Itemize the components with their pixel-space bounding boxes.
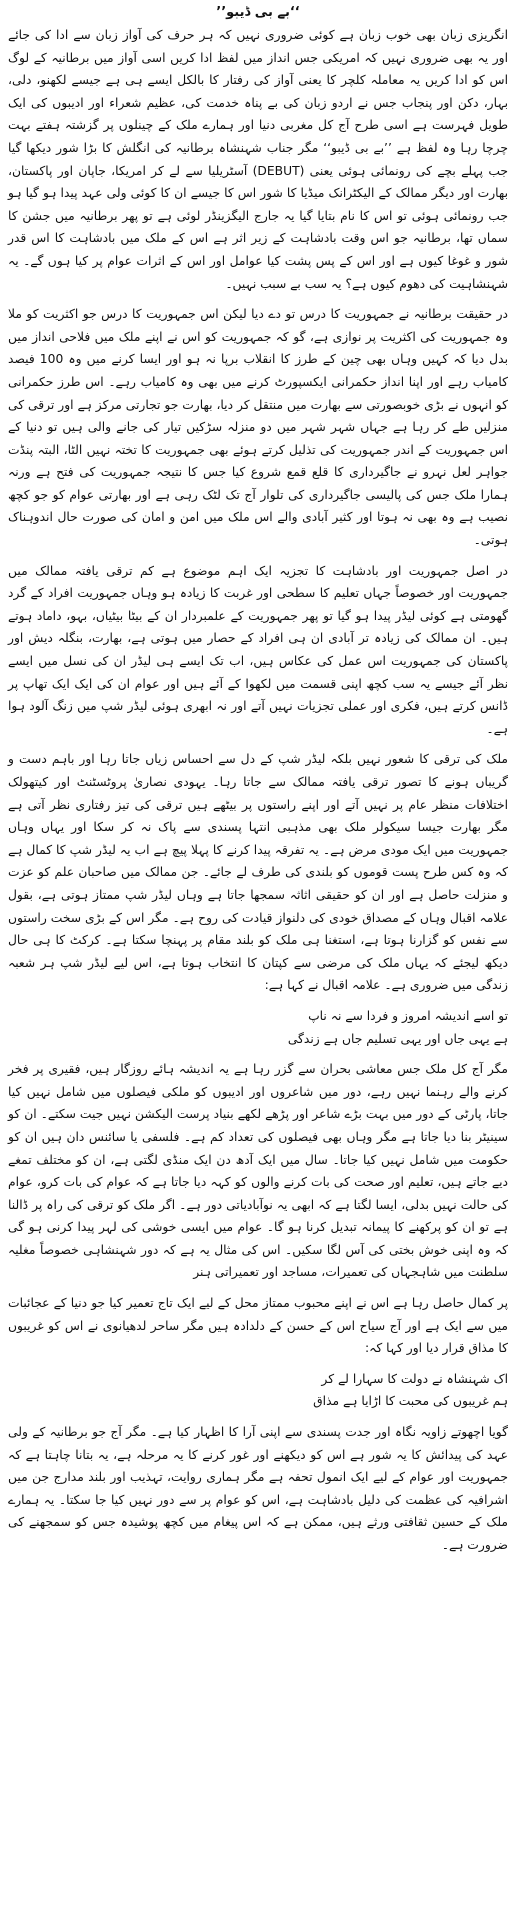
paragraph-6: پر کمال حاصل رہا ہے اس نے اپنے محبوب ممتاز محل کے لیے ایک تاج تعمیر کیا جو دنیا کے عجائبات میں سے ایک ہے اور آج سیاح اس کے حسن کے دلدادہ ہیں مگر ساحر لدھیانوی نے اس کو غریبوں کا مذاق قرار دیا اور کہا کہ: (8, 1296, 508, 1356)
paragraph-1: انگریزی زبان بھی خوب زبان ہے کوئی ضروری نہیں کہ ہر حرف کی آواز زبان سے ادا کی جائے اور یہ بھی ضروری نہیں کہ امریکی جس انداز میں لفظ ادا کریں اسی آواز میں برطانیہ کے لوگ اس کو ادا کریں یہ معاملہ کلچر کا یعنی آواز کی رفتار کا بالکل ایسے ہی ہے جیسے لکھنو، دلی، بہار، دکن اور پنجاب جس نے اردو زبان کی بے پناہ خدمت کی، عظیم شعراء اور ادیبوں کی ایک طویل فہرست ہے اسی طرح آج کل مغربی دنیا اور ہمارے ملک کے چینلوں پر گزشتہ ہفتے بہت چرچا رہا وہ لفظ ہے ’’بے بی ڈیبو‘‘ مگر جناب شہنشاہ برطانیہ کی انگلش کا بڑا شور دیکھا گیا جب پہلے بچے کی رونمائی ہوئی یعنی (DEBUT) آسٹریلیا سے لے کر امریکا، جاپان اور پاکستان، بھارت اور دیگر ممالک کے الیکٹرانک میڈیا کا شور اس کا جیسے ان کا کوئی ولی عہد پیدا ہو گیا ہو جب رونمائی ہوئی تو اس کا نام بتایا گیا یہ جارج الیگزینڈر لوئی ہے تو پھر برطانیہ میں جشن کا سماں تھا، برطانیہ جو اس وقت بادشاہت کے زیر اثر ہے اس کے ملک میں بادشاہت کا اس قدر شور و غوغا کیوں ہے اور اس کے پس پشت کیا عوامل اور اس کے اثرات عوام پر کیا ہوں گے۔ یہ شہنشاہیت کی دھوم کیوں ہے؟ یہ سب بے سبب نہیں۔ (8, 28, 509, 291)
paragraph-3: در اصل جمہوریت اور بادشاہت کا تجزیہ ایک اہم موضوع ہے کم ترقی یافتہ ممالک میں جمہوریت اور خصوصاً جہاں تعلیم کا سطحی اور غربت کا زیادہ ہو وہاں جمہوریت افراد کے گرد گھومتی ہے کوئی لیڈر پیدا ہو گیا تو پھر جمہوریت کے علمبردار ان کے بیٹا بیٹیاں، بہو، داماد ہوتے ہیں۔ ان ممالک کی زیادہ تر آبادی ان ہی افراد کے حصار میں ہوتی ہے، بھارت، بنگلہ دیش اور پاکستان کی جمہوریت اس عمل کی عکاس ہیں، اب تک ایسے ہی لیڈر ان کی نسل میں ایسے نظر آئے جیسے یہ سب کچھ اپنی قسمت میں لکھوا کے آئے ہیں اور عوام ان کی ایک ایک تھاپ پر ڈانس کرتے ہیں، فکری اور عملی تجزیات نہیں آتے اور نہ ابھری ہوئی لیڈر شپ میں زنگ آلود ہوا ہے۔ (8, 563, 508, 736)
verse-2-line-2: ہم غریبوں کی محبت کا اڑایا ہے مذاق (313, 1394, 508, 1409)
verse-1 (8, 1005, 508, 1050)
paragraph-7: گویا اچھوتے زاویہ نگاہ اور جدت پسندی سے اپنی آرا کا اظہار کیا ہے۔ مگر آج جو برطانیہ کے ولی عہد کی پیدائش کا یہ شور ہے اس کو دیکھنے اور غور کرنے کا یہ مرحلہ ہے، یہ بتانا چاہتا ہے کہ جمہوریت اور عوام کے لیے ایک انمول تحفہ ہے مگر ہماری روایت، تہذیب اور بلند مدارج جن میں اشرافیہ کی عظمت کی دلیل بادشاہت ہے، اس کو عوام پر سے دور نہیں کیا جا سکتا۔ یہ ہمارے ملک کے حسین ثقافتی ورثے ہیں، ممکن ہے کہ اس پیغام میں کچھ پوشیدہ جس کو سمجھنے کی ضرورت ہے۔ (8, 1425, 508, 1552)
article-body (8, 24, 508, 1557)
paragraph-5: مگر آج کل ملک جس معاشی بحران سے گزر رہا ہے یہ اندیشہ ہائے روزگار ہیں، فقیری پر فخر کرنے والے رہنما نہیں رہے، دور میں شاعروں اور ادیبوں کو ملکی فیصلوں میں شامل نہیں کیا جاتا، پارٹی کے دور میں بہت بڑے شاعر اور پڑھے لکھے بنیاد پرست الیکشن نہیں جیت سکتے۔ ان کو سینیٹر بنا دیا جاتا ہے مگر وہاں بھی فیصلوں کی تعداد کم ہے۔ فلسفی یا سائنس دان ہیں ان کو حکومت میں شامل نہیں کیا جاتا۔ سال میں ایک آدھ دن ایک منڈی لگتی ہے، ان کو مختلف تمغے دیے جاتے ہیں، تعلیم اور صحت کی بات کرنے والوں کو کہہ دیا جاتا ہے کہ عوام کی بات کرو، عوام کی حالت نہیں بدلی، ایسا لگتا ہے کہ ابھی یہ نوآبادیاتی دور ہے۔ اگر ملک کو ترقی کی راہ پر ڈالنا ہے تو ان کو پرکھنے کا پیمانہ تبدیل کرنا ہو گا۔ عوام میں ایسی خوشی کی لہر پیدا کرنی ہو گی کہ وہ اپنی خوش بختی کی آس لگا سکیں۔ اس کی مثال یہ ہے کہ دور شہنشاہی خصوصاً مغلیہ سلطنت میں شاہجہاں کی تعمیرات، مساجد اور تعمیراتی ہنر (8, 1062, 508, 1280)
verse-2 (8, 1368, 508, 1413)
paragraph-2: در حقیقت برطانیہ نے جمہوریت کا درس تو دے دیا لیکن اس جمہوریت کا درس جو اکثریت کو ملا وہ جمہوریت کی اکثریت پر نوازی ہے، گو کہ جمہوریت کو اس نے اپنے ملک میں فلاحی انداز میں بدل دیا کہ کہیں وہاں بھی چین کے طرز کا انقلاب برپا نہ ہو اور ایسا کرنے میں وہ 100 فیصد کامیاب رہے اور اپنا انداز حکمرانی ایکسپورٹ کرنے میں بھی وہ کامیاب رہے۔ اس طرز حکمرانی کو انہوں نے بڑی خوبصورتی سے بھارت میں منتقل کر دیا، بھارت جو تجارتی مرکز ہے اور ترقی کی منزلیں طے کر رہا ہے جہاں شہر شہر میں دو منزلہ سڑکیں تیار کی جانے والی ہیں تو دنیا کے اس جمہوریت کے اندر جمہوریت کی تذلیل کرتے ہوئے بھی جمہوریت کا تختہ نہیں الٹا، البتہ پنڈت جواہر لعل نہرو نے جاگیرداری کا قلع قمع شروع کیا جس کا نتیجہ جمہوریت کی فتح ہے ورنہ ہمارا ملک جس کی پالیسی جاگیرداری کی تلوار آج تک لٹک رہی ہے اور بھارتی عوام کو جو کچھ نصیب ہے وہ بھی نہ ہوتا اور کثیر آبادی والے اس ملک میں امن و امان کی صورت حال اندوہناک ہوتی۔ (8, 307, 508, 548)
verse-1-line-1: تو اسے اندیشہ امروز و فردا سے نہ ناپ (308, 1008, 508, 1023)
article-title: ’’بے بی ڈیبو‘‘ (216, 5, 300, 20)
paragraph-4: ملک کی ترقی کا شعور نہیں بلکہ لیڈر شپ کے دل سے احساس زیاں جاتا رہا اور باہم دست و گریباں ہونے کا تصور ترقی یافتہ ممالک سے جاتا رہا۔ یہودی نصاریٰ پروٹسٹنٹ اور کیتھولک اختلافات منظر عام پر نہیں آتے اور اپنے راستوں پر بیٹھے ہیں ترقی کی تیز رفتاری نظر آتی ہے مگر بھارت جیسا سیکولر ملک بھی مذہبی انتہا پسندی سے پاک نہ کر سکا اور یہاں وہاں جمہوریت میں ایک مودی مرض ہے۔ یہ تفرقہ پیدا کرنے کا پہلا پیچ ہے اب یہ لیڈر شپ کا کمال ہے کہ وہ کس طرح پست قوموں کو بلندی کی طرف لے جائے۔ جن ممالک میں صاحبان علم کو عزت و منزلت حاصل ہے اور ان کو حقیقی اثاثہ سمجھا جاتا ہے وہاں لیڈر شپ ممتاز ہوتی ہے، بقول علامہ اقبال وہاں کے مصداق خودی کی دلنواز قیادت کی روح ہے۔ مگر اس کے بڑی سخت راستوں سے نفس کو گزارنا ہوتا ہے، استغنا ہی ملک کو بلند مقام پر پہنچا سکتا ہے۔ کرکٹ کا ہی حال دیکھ لیجئے کہ یہاں ملک کی مرضی سے کپتان کا انتخاب ہوتا ہے، اس لیے لیڈر شپ ہر شعبہ زندگی میں ضروری ہے۔ علامہ اقبال نے کہا ہے: (8, 752, 508, 993)
verse-2-line-1: اک شہنشاہ نے دولت کا سہارا لے کر (321, 1371, 508, 1386)
verse-1-line-2: ہے یہی جاں اور یہی تسلیم جاں ہے زندگی (287, 1031, 508, 1046)
